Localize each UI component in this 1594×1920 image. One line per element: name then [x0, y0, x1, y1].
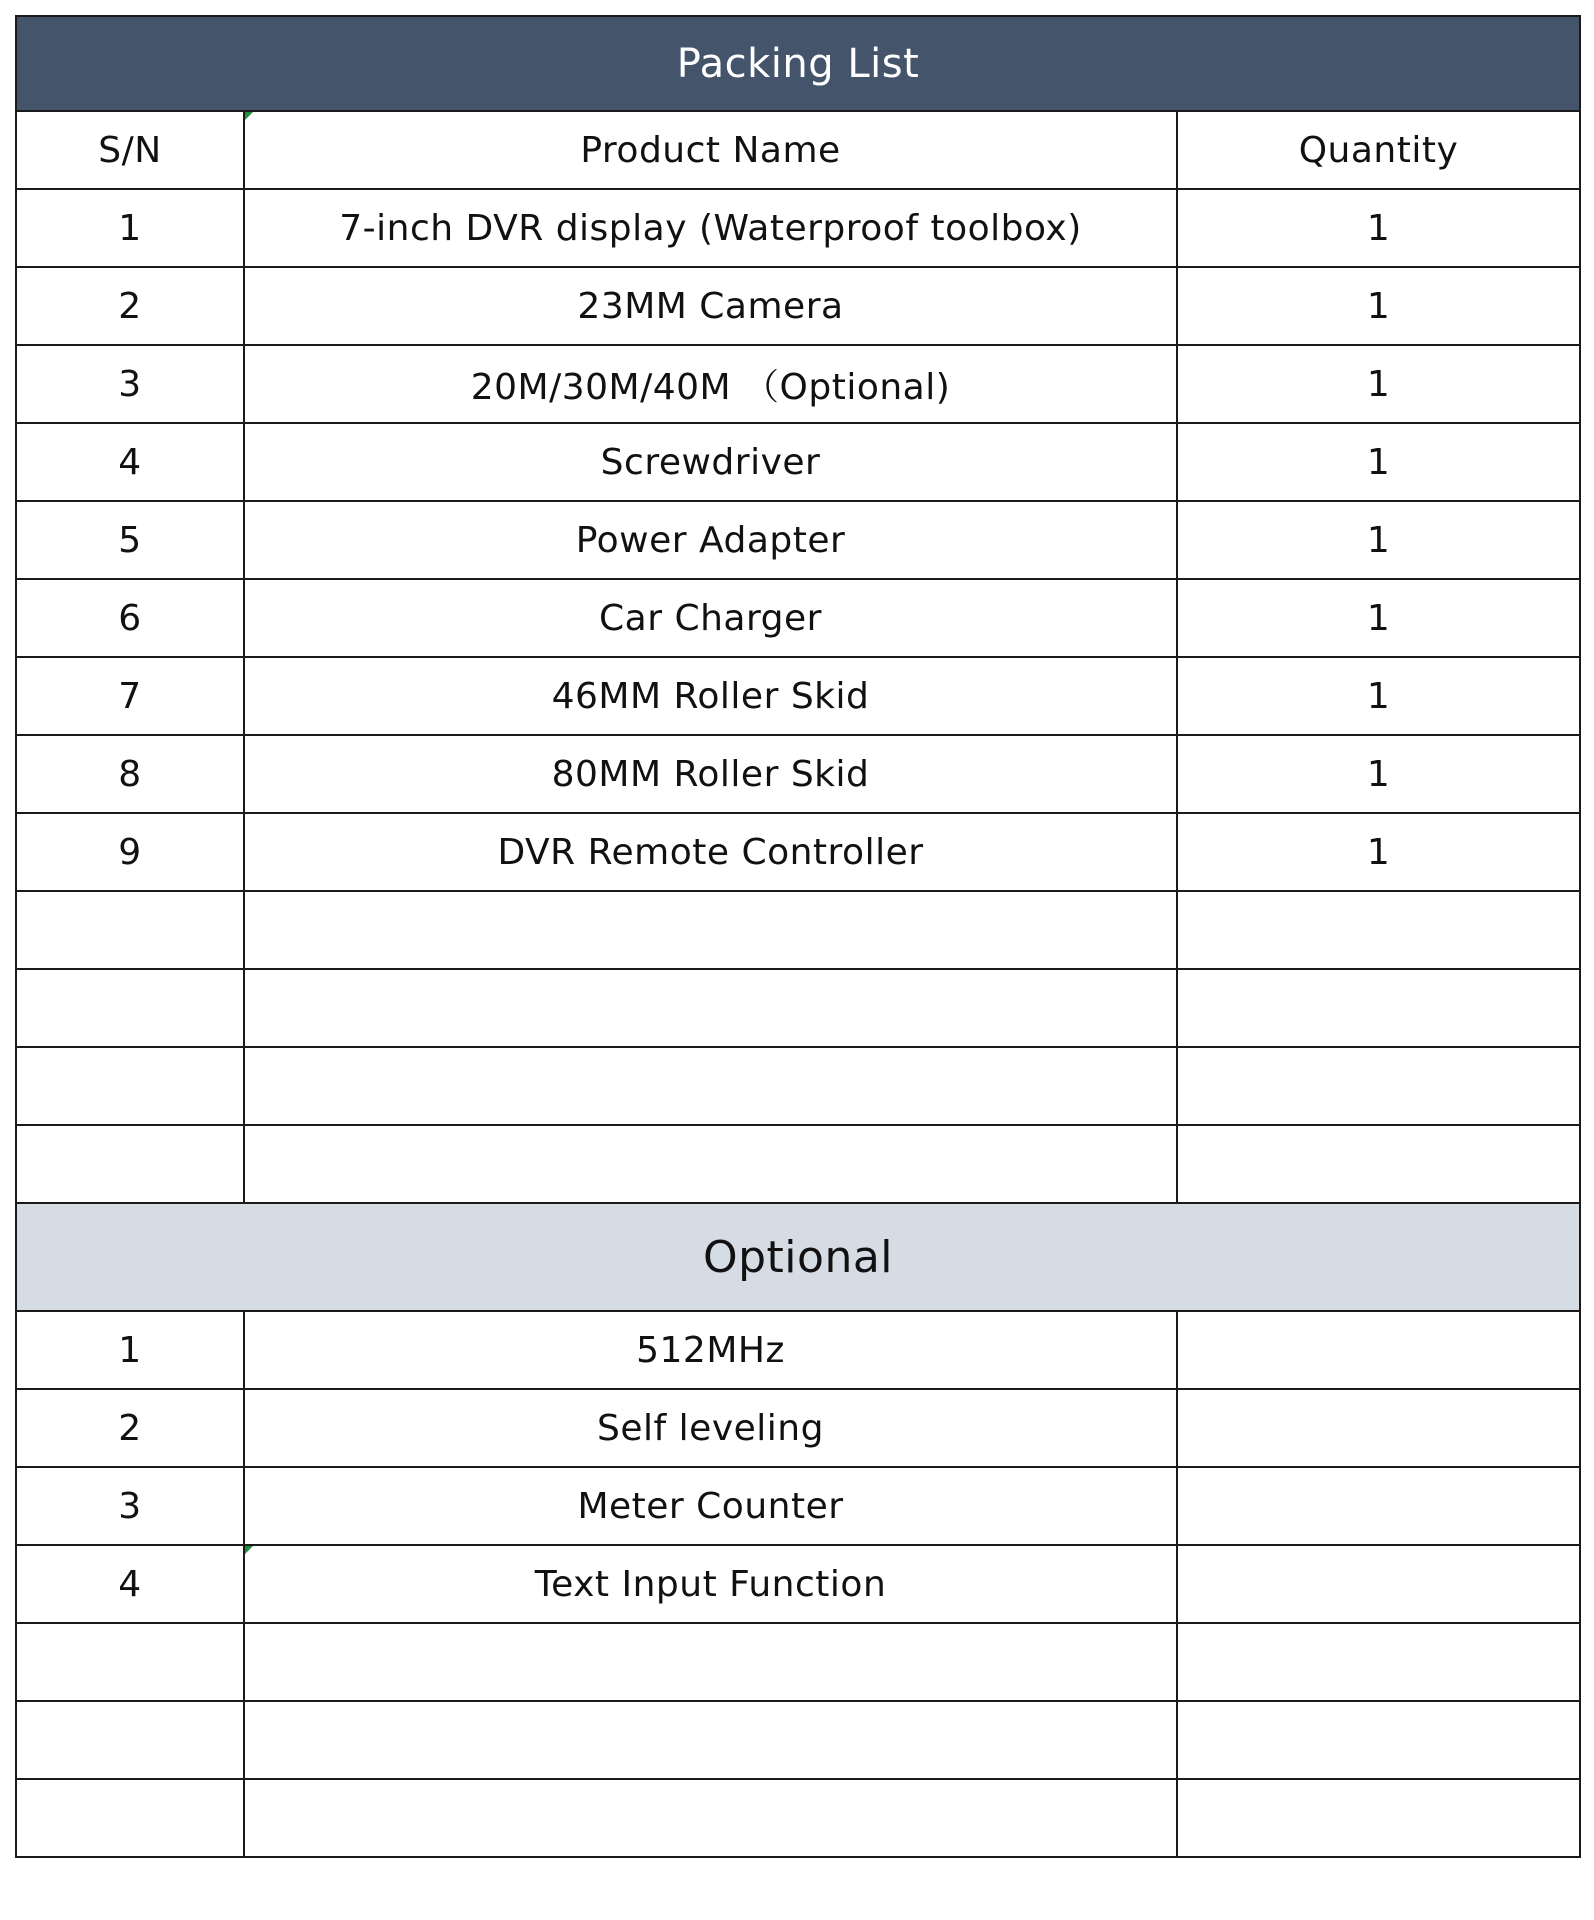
cell-sn: 9 — [16, 813, 244, 891]
cell-sn: 3 — [16, 1467, 244, 1545]
cell-quantity: 1 — [1177, 813, 1580, 891]
cell-sn — [16, 1125, 244, 1203]
packing-list-title: Packing List — [16, 16, 1580, 111]
cell-product-name: 46MM Roller Skid — [244, 657, 1177, 735]
column-header-sn: S/N — [16, 111, 244, 189]
cell-sn: 1 — [16, 1311, 244, 1389]
cell-quantity: 1 — [1177, 579, 1580, 657]
cell-sn — [16, 891, 244, 969]
cell-quantity — [1177, 1779, 1580, 1857]
table-row — [16, 501, 1580, 579]
cell-sn — [16, 969, 244, 1047]
cell-sn: 2 — [16, 267, 244, 345]
cell-product-name — [244, 1701, 1177, 1779]
cell-quantity — [1177, 1311, 1580, 1389]
cell-quantity — [1177, 1701, 1580, 1779]
packing-list-table — [15, 15, 1581, 1858]
cell-product-name: 20M/30M/40M （Optional) — [244, 345, 1177, 423]
cell-quantity: 1 — [1177, 267, 1580, 345]
table-row — [16, 969, 1580, 1047]
cell-product-name: 23MM Camera — [244, 267, 1177, 345]
cell-sn — [16, 1047, 244, 1125]
cell-product-name — [244, 891, 1177, 969]
cell-product-name — [244, 969, 1177, 1047]
cell-product-name: Screwdriver — [244, 423, 1177, 501]
cell-sn: 7 — [16, 657, 244, 735]
title-row — [16, 16, 1580, 111]
table-row — [16, 1623, 1580, 1701]
table-row — [16, 1545, 1580, 1623]
cell-sn: 6 — [16, 579, 244, 657]
cell-product-name: Self leveling — [244, 1389, 1177, 1467]
table-row — [16, 891, 1580, 969]
table-row — [16, 579, 1580, 657]
cell-sn — [16, 1779, 244, 1857]
table-row — [16, 1047, 1580, 1125]
cell-quantity — [1177, 1389, 1580, 1467]
table-row — [16, 423, 1580, 501]
cell-quantity — [1177, 1467, 1580, 1545]
table-row — [16, 267, 1580, 345]
column-header-quantity: Quantity — [1177, 111, 1580, 189]
cell-sn: 2 — [16, 1389, 244, 1467]
cell-product-name: Text Input Function — [244, 1545, 1177, 1623]
cell-sn — [16, 1623, 244, 1701]
column-header-product-name: Product Name — [244, 111, 1177, 189]
cell-quantity: 1 — [1177, 189, 1580, 267]
cell-sn: 4 — [16, 423, 244, 501]
cell-product-name: 7-inch DVR display (Waterproof toolbox) — [244, 189, 1177, 267]
cell-sn: 1 — [16, 189, 244, 267]
table-row — [16, 1389, 1580, 1467]
cell-sn: 4 — [16, 1545, 244, 1623]
cell-sn: 3 — [16, 345, 244, 423]
optional-section-title: Optional — [16, 1203, 1580, 1311]
cell-quantity — [1177, 1545, 1580, 1623]
cell-product-name — [244, 1779, 1177, 1857]
table-row — [16, 189, 1580, 267]
packing-list-sheet — [15, 15, 1579, 1858]
cell-product-name — [244, 1623, 1177, 1701]
table-row — [16, 1701, 1580, 1779]
cell-quantity: 1 — [1177, 657, 1580, 735]
table-row — [16, 1125, 1580, 1203]
cell-product-name: DVR Remote Controller — [244, 813, 1177, 891]
cell-sn: 8 — [16, 735, 244, 813]
column-header-row — [16, 111, 1580, 189]
cell-product-name: Power Adapter — [244, 501, 1177, 579]
cell-product-name — [244, 1125, 1177, 1203]
cell-quantity — [1177, 969, 1580, 1047]
optional-section-row — [16, 1203, 1580, 1311]
cell-product-name: Meter Counter — [244, 1467, 1177, 1545]
cell-quantity: 1 — [1177, 735, 1580, 813]
table-row — [16, 813, 1580, 891]
cell-product-name: 80MM Roller Skid — [244, 735, 1177, 813]
cell-quantity — [1177, 1047, 1580, 1125]
cell-sn — [16, 1701, 244, 1779]
cell-quantity: 1 — [1177, 501, 1580, 579]
table-row — [16, 657, 1580, 735]
cell-quantity: 1 — [1177, 423, 1580, 501]
cell-quantity — [1177, 1125, 1580, 1203]
cell-quantity: 1 — [1177, 345, 1580, 423]
cell-product-name: 512MHz — [244, 1311, 1177, 1389]
table-body — [16, 16, 1580, 1857]
cell-product-name: Car Charger — [244, 579, 1177, 657]
table-row — [16, 735, 1580, 813]
cell-product-name — [244, 1047, 1177, 1125]
cell-sn: 5 — [16, 501, 244, 579]
cell-quantity — [1177, 1623, 1580, 1701]
table-row — [16, 345, 1580, 423]
cell-quantity — [1177, 891, 1580, 969]
table-row — [16, 1779, 1580, 1857]
table-row — [16, 1467, 1580, 1545]
table-row — [16, 1311, 1580, 1389]
